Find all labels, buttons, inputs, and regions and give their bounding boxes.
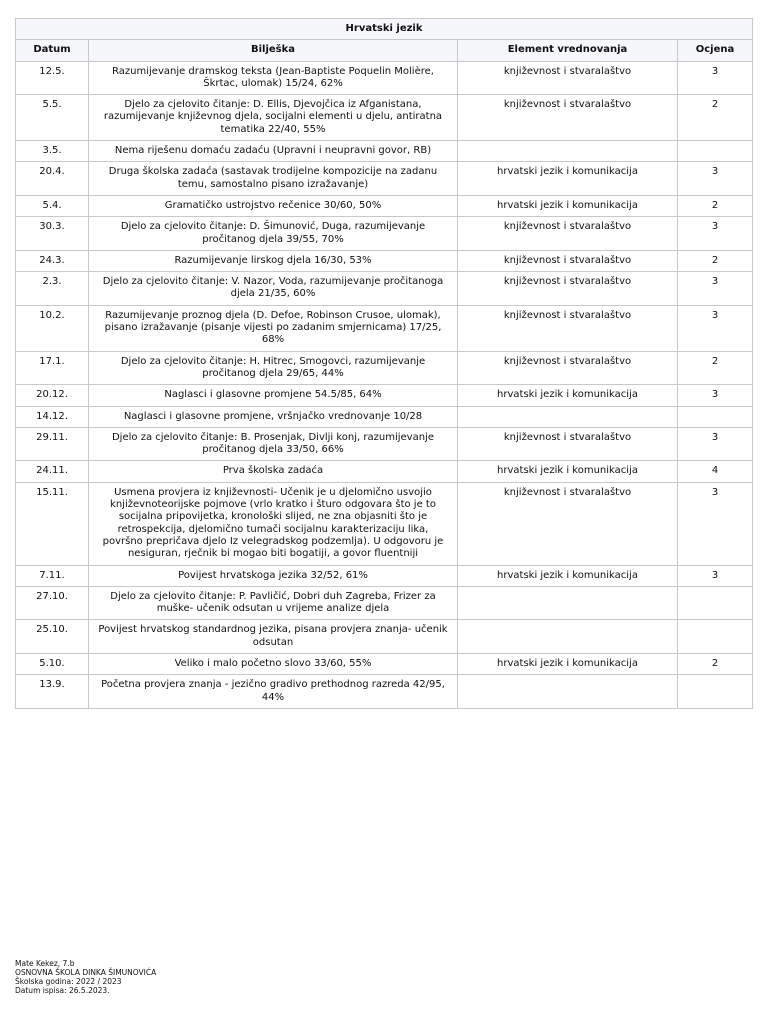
cell-note: Nema riješenu domaću zadaću (Upravni i neupravni govor, RB) — [89, 141, 458, 162]
cell-grade — [678, 406, 753, 427]
column-header-date: Datum — [16, 40, 89, 61]
column-header-note: Bilješka — [89, 40, 458, 61]
table-row — [16, 95, 753, 141]
cell-note: Prva školska zadaća — [89, 461, 458, 482]
cell-date: 25.10. — [16, 620, 89, 654]
cell-date: 24.11. — [16, 461, 89, 482]
cell-grade — [678, 141, 753, 162]
cell-element — [458, 675, 678, 709]
cell-grade: 4 — [678, 461, 753, 482]
footer-print-date: Datum ispisa: 26.5.2023. — [15, 986, 110, 995]
footer-student: Mate Kekez, 7.b — [15, 959, 75, 968]
table-body — [16, 61, 753, 708]
cell-note: Djelo za cjelovito čitanje: D. Ellis, Djevojčica iz Afganistana, razumijevanje književnog djela, socijalni elementi u djelu, antiratna tematika 22/40, 55% — [89, 95, 458, 141]
cell-note: Usmena provjera iz književnosti- Učenik je u djelomično usvojio književnoteorijske pojmove (vrlo kratko i šturo odgovara što je to socijalna pripovijetka, kronološki slijed, ne zna objasniti što je retrospekcija, djelomično tumači socijalnu karakterizaciju lika, površno prepričava djelo Iz velegradskog podzemlja). U odgovoru je nesiguran, rječnik bi mogao biti bogatiji, a govor fluentniji — [89, 482, 458, 565]
footer-school: OSNOVNA ŠKOLA DINKA ŠIMUNOVIĆA — [15, 968, 157, 977]
cell-element: književnost i stvaralaštvo — [458, 272, 678, 306]
cell-date: 17.1. — [16, 351, 89, 385]
cell-grade: 3 — [678, 61, 753, 95]
table-row — [16, 427, 753, 461]
cell-grade: 3 — [678, 162, 753, 196]
cell-element — [458, 586, 678, 620]
cell-grade: 3 — [678, 217, 753, 251]
cell-element: hrvatski jezik i komunikacija — [458, 653, 678, 674]
cell-element: hrvatski jezik i komunikacija — [458, 385, 678, 406]
cell-date: 2.3. — [16, 272, 89, 306]
cell-grade: 2 — [678, 653, 753, 674]
cell-element — [458, 620, 678, 654]
cell-note: Naglasci i glasovne promjene, vršnjačko vrednovanje 10/28 — [89, 406, 458, 427]
table-row — [16, 675, 753, 709]
cell-grade: 3 — [678, 385, 753, 406]
cell-note: Djelo za cjelovito čitanje: P. Pavličić, Dobri duh Zagreba, Frizer za muške- učenik odsutan u vrijeme analize djela — [89, 586, 458, 620]
table-title-row — [16, 19, 753, 40]
cell-note: Djelo za cjelovito čitanje: D. Šimunović, Duga, razumijevanje pročitanog djela 39/55, 70% — [89, 217, 458, 251]
footer — [15, 959, 156, 995]
cell-element: književnost i stvaralaštvo — [458, 250, 678, 271]
cell-element: hrvatski jezik i komunikacija — [458, 195, 678, 216]
cell-note: Razumijevanje lirskog djela 16/30, 53% — [89, 250, 458, 271]
cell-date: 30.3. — [16, 217, 89, 251]
cell-element: književnost i stvaralaštvo — [458, 427, 678, 461]
cell-date: 5.5. — [16, 95, 89, 141]
cell-element — [458, 141, 678, 162]
cell-grade: 2 — [678, 195, 753, 216]
table-row — [16, 250, 753, 271]
cell-element: hrvatski jezik i komunikacija — [458, 461, 678, 482]
table-row — [16, 61, 753, 95]
cell-date: 24.3. — [16, 250, 89, 271]
cell-note: Djelo za cjelovito čitanje: V. Nazor, Voda, razumijevanje pročitanoga djela 21/35, 60% — [89, 272, 458, 306]
cell-note: Razumijevanje dramskog teksta (Jean-Baptiste Poquelin Molière, Škrtac, ulomak) 15/24, 62% — [89, 61, 458, 95]
cell-grade: 3 — [678, 305, 753, 351]
table-row — [16, 351, 753, 385]
table-row — [16, 385, 753, 406]
table-row — [16, 141, 753, 162]
table-row — [16, 406, 753, 427]
table-row — [16, 195, 753, 216]
table-row — [16, 217, 753, 251]
cell-grade: 2 — [678, 351, 753, 385]
table-row — [16, 461, 753, 482]
table-row — [16, 620, 753, 654]
cell-note: Razumijevanje proznog djela (D. Defoe, Robinson Crusoe, ulomak), pisano izražavanje (pisanje vijesti po zadanim smjernicama) 17/25, 68% — [89, 305, 458, 351]
column-header-grade: Ocjena — [678, 40, 753, 61]
cell-element — [458, 406, 678, 427]
table-row — [16, 162, 753, 196]
cell-element: hrvatski jezik i komunikacija — [458, 162, 678, 196]
cell-grade: 3 — [678, 565, 753, 586]
cell-grade: 3 — [678, 427, 753, 461]
table-row — [16, 482, 753, 565]
table-row — [16, 653, 753, 674]
cell-grade: 2 — [678, 95, 753, 141]
cell-grade — [678, 675, 753, 709]
cell-grade: 3 — [678, 482, 753, 565]
cell-date: 20.4. — [16, 162, 89, 196]
cell-element: književnost i stvaralaštvo — [458, 61, 678, 95]
cell-note: Povijest hrvatskoga jezika 32/52, 61% — [89, 565, 458, 586]
cell-note: Veliko i malo početno slovo 33/60, 55% — [89, 653, 458, 674]
table-row — [16, 565, 753, 586]
cell-element: književnost i stvaralaštvo — [458, 217, 678, 251]
cell-element: književnost i stvaralaštvo — [458, 95, 678, 141]
cell-note: Gramatičko ustrojstvo rečenice 30/60, 50% — [89, 195, 458, 216]
cell-date: 5.4. — [16, 195, 89, 216]
table-row — [16, 272, 753, 306]
cell-note: Djelo za cjelovito čitanje: B. Prosenjak, Divlji konj, razumijevanje pročitanog djela 33/50, 66% — [89, 427, 458, 461]
cell-date: 27.10. — [16, 586, 89, 620]
subject-title: Hrvatski jezik — [16, 19, 753, 40]
cell-date: 3.5. — [16, 141, 89, 162]
table-row — [16, 586, 753, 620]
cell-date: 29.11. — [16, 427, 89, 461]
cell-date: 5.10. — [16, 653, 89, 674]
cell-grade — [678, 586, 753, 620]
cell-element: književnost i stvaralaštvo — [458, 305, 678, 351]
grades-table — [15, 18, 753, 709]
cell-note: Naglasci i glasovne promjene 54.5/85, 64% — [89, 385, 458, 406]
table-header-row — [16, 40, 753, 61]
cell-note: Djelo za cjelovito čitanje: H. Hitrec, Smogovci, razumijevanje pročitanog djela 29/65, 44% — [89, 351, 458, 385]
cell-date: 14.12. — [16, 406, 89, 427]
cell-element: književnost i stvaralaštvo — [458, 482, 678, 565]
cell-element: hrvatski jezik i komunikacija — [458, 565, 678, 586]
cell-date: 10.2. — [16, 305, 89, 351]
table-row — [16, 305, 753, 351]
cell-date: 12.5. — [16, 61, 89, 95]
column-header-element: Element vrednovanja — [458, 40, 678, 61]
cell-note: Početna provjera znanja - jezično gradivo prethodnog razreda 42/95, 44% — [89, 675, 458, 709]
cell-element: književnost i stvaralaštvo — [458, 351, 678, 385]
footer-school-year: Školska godina: 2022 / 2023 — [15, 977, 122, 986]
cell-grade: 2 — [678, 250, 753, 271]
cell-date: 13.9. — [16, 675, 89, 709]
cell-grade — [678, 620, 753, 654]
cell-date: 15.11. — [16, 482, 89, 565]
cell-date: 20.12. — [16, 385, 89, 406]
cell-grade: 3 — [678, 272, 753, 306]
cell-date: 7.11. — [16, 565, 89, 586]
cell-note: Druga školska zadaća (sastavak trodijelne kompozicije na zadanu temu, samostalno pisano izražavanje) — [89, 162, 458, 196]
cell-note: Povijest hrvatskog standardnog jezika, pisana provjera znanja- učenik odsutan — [89, 620, 458, 654]
